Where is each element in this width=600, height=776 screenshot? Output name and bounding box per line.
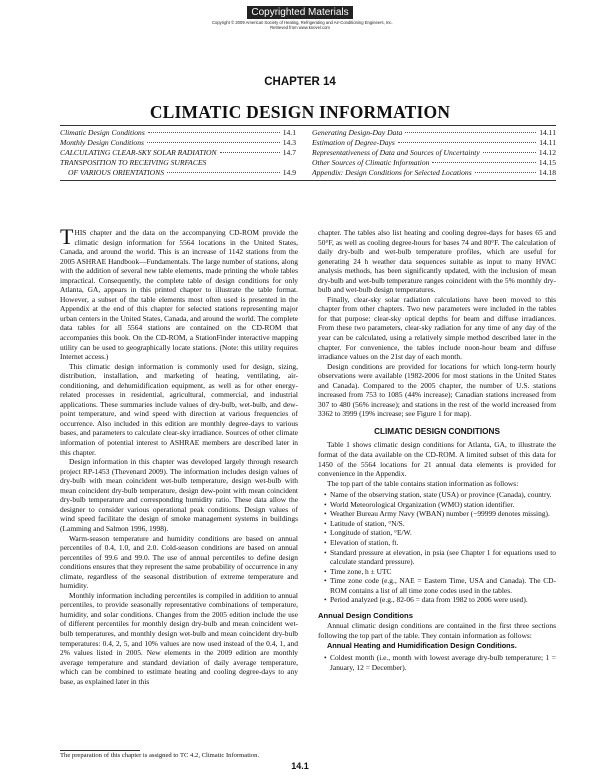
paragraph: THIS chapter and the data on the accompanying CD-ROM provide the climatic design information for 5564 locations in the United States, Canada, and around the world. This is an increase of 1142 stations from the 2005 ASHRAE Handbook—Fundamentals. The large number of stations, along with the addition of several new table elements, made printing the whole tables impractical. Consequently, the complete table of design conditions for only Atlanta, GA, appears in this printed chapter to illustrate the table format. However, a subset of the table elements most often used is presented in the Appendix at the end of this chapter for selected stations representing major urban centers in the United States, Canada, and around the world. The complete data tables for all 5564 stations are contained on the CD-ROM that accompanies this book. On the CD-ROM, a StationFinder interactive mapping utility can be used to geographically locate stations. (Note: this utility requires Internet access.) (60, 224, 298, 362)
paragraph: chapter. The tables also list heating and cooling degree-days for bases 65 and 50°F, as well as cooling degree-hours for bases 74 and 80°F. The calculation of daily dry-bulb and wet-bulb temperature profiles, which are useful for generating 24 h weather data sequences suitable as input to many HVAC analysis methods, has been significantly updated, with the inclusion of mean dry-bulb and wet-bulb temperature ranges coincident with the 5% monthly dry-bulb and wet-bulb design temperatures. (318, 228, 556, 295)
left-column (60, 224, 298, 686)
paragraph: The top part of the table contains station information as follows: (327, 478, 519, 488)
heating-conditions-list (318, 653, 556, 672)
toc-bottom-rule (60, 180, 556, 181)
paragraph: Finally, clear-sky solar radiation calculations have been moved to this chapter from other chapters. Two new parameters were included in the tables for that purpose: clear-sky optical depths for beam and diffuse irradiances. From these two parameters, clear-sky radiation for any time of any day of the year can be calculated, using a relatively simple method described later in the chapter. For convenience, the tables include noon-hour beam and diffuse irradiance values on the 21st day of each month. (318, 294, 556, 362)
station-info-list (318, 490, 556, 605)
list-item: • Standard pressure at elevation, in psia (see Chapter 1 for equations used to calculate standard pressure). (318, 548, 556, 567)
toc-left (60, 128, 296, 178)
toc-entry[interactable]: Representativeness of Data and Sources of Uncertainty 14.12 (312, 148, 556, 158)
drop-cap: T (60, 224, 74, 249)
toc-entry[interactable]: TRANSPOSITION TO RECEIVING SURFACES (60, 158, 207, 168)
toc-entry[interactable]: CALCULATING CLEAR-SKY SOLAR RADIATION 14.7 (60, 148, 296, 158)
page-number: 14.1 (291, 761, 309, 771)
watermark-line2: Retrieved from www.knovel.com (270, 25, 330, 30)
toc-entry[interactable]: Generating Design-Day Data 14.11 (312, 128, 556, 137)
list-item: • World Meteorological Organization (WMO) station identifier. (318, 500, 556, 510)
section-heading: CLIMATIC DESIGN CONDITIONS (374, 426, 500, 436)
list-item: • Elevation of station, ft. (318, 538, 556, 548)
paragraph: Design information in this chapter was developed largely through research project RP-1453 (Thevenard 2009). The information includes design values of dry-bulb with mean coincident wet-bulb temperature, design wet-bulb with mean coincident dry-bulb temperature, design dew-point with mean coincident dry-bulb temperature and corresponding humidity ratio. These data allow the designer to consider various operational peak conditions. Design values of wind speed facilitate the design of smoke management systems in buildings (Lamming and Salmon 1996, 1998). (60, 457, 298, 533)
toc-entry[interactable]: OF VARIOUS ORIENTATIONS 14.9 (68, 168, 296, 178)
toc-entry[interactable]: Estimation of Degree-Days 14.11 (312, 138, 556, 148)
list-item: • Coldest month (i.e., month with lowest average dry-bulb temperature; 1 = January, 12 = December). (318, 653, 556, 672)
toc-entry[interactable]: Appendix: Design Conditions for Selected Locations 14.18 (312, 168, 556, 178)
list-item: • Latitude of station, °N/S. (318, 519, 556, 529)
list-item: • Time zone code (e.g., NAE = Eastern Time, USA and Canada). The CD-ROM contains a list of all time zone codes used in the tables. (318, 576, 556, 595)
toc-entry[interactable]: Other Sources of Climatic Information 14.15 (312, 158, 556, 168)
watermark (212, 2, 393, 30)
subsection-heading: Annual Design Conditions (318, 610, 413, 620)
paragraph: Design conditions are provided for locations for which long-term hourly observations were available (1982-2006 for most stations in the United States and Canada). Compared to the 2005 chapter, the number of U.S. stations increased from 753 to 1085 (44% increase); Canadian stations increased from 307 to 480 (56% increase); and stations in the rest of the world increased from 3362 to 3999 (19% increase; see Figure 1 for map). (318, 361, 556, 419)
watermark-title: Copyrighted Materials (247, 6, 352, 19)
list-item: • Weather Bureau Army Navy (WBAN) number (−99999 denotes missing). (318, 509, 556, 519)
paragraph: Table 1 shows climatic design conditions for Atlanta, GA, to illustrate the format of the data available on the CD-ROM. A limited subset of this data for 1450 of the 5564 locations for 21 annual data elements is provided for convenience in the Appendix. (318, 440, 556, 479)
watermark-line1: Copyright © 2009 American Society of Heating, Refrigerating and Air-Conditioning Engineers, Inc. (212, 20, 393, 25)
list-item: • Time zone, h ± UTC (318, 567, 556, 577)
footnote: The preparation of this chapter is assigned to TC 4.2, Climatic Information. (60, 752, 260, 759)
list-item: • Period analyzed (e.g., 82-06 = data from 1982 to 2006 were used). (318, 595, 556, 605)
right-column (318, 228, 556, 674)
footnote-rule (60, 750, 140, 751)
paragraph: Monthly information including percentiles is compiled in addition to annual percentiles, to provide seasonally representative combinations of temperature, humidity, and solar conditions. Changes from the 2005 edition include the use of different percentiles for monthly design dry-bulb and mean coincident wet-bulb temperatures, and monthly design wet-bulb and mean coincident dry-bulb temperatures: 0.4, 2, 5, and 10% values are now used instead of the 0.4, 1, and 2% values listed in 2005. New elements in the 2009 edition are monthly average temperature and standard deviation of daily average temperature, which can be combined to estimate heating and cooling degree-days to any base, as explained later in this (60, 590, 298, 686)
toc-right (312, 128, 556, 178)
list-item: • Longitude of station, °E/W. (318, 528, 556, 538)
toc-top-rule (60, 125, 556, 126)
paragraph: Warm-season temperature and humidity conditions are based on annual percentiles of 0.4, 1.0, and 2.0. Cold-season conditions are based on annual percentiles of 99.6 and 99.0. The use of annual percentiles to define design conditions ensures that they represent the same probability of occurrence in any climate, regardless of the seasonal distribution of extreme temperature and humidity. (60, 533, 298, 591)
list-item: • Name of the observing station, state (USA) or province (Canada), country. (318, 490, 556, 500)
paragraph: Annual climatic design conditions are contained in the first three sections following the top part of the table. They contain information as follows: (318, 621, 556, 640)
toc-entry[interactable]: Monthly Design Conditions 14.3 (60, 138, 296, 148)
paragraph: This climatic design information is commonly used for design, sizing, distribution, installation, and marketing of heating, ventilating, air-conditioning, and dehumidification equipment, as well as for other energy-related processes in residential, agricultural, commercial, and industrial applications. These summaries include values of dry-bulb, wet-bulb, and dew-point temperature, and wind speed with direction at various frequencies of occurrence. Also included in this edition are monthly degree-days to various bases, and parameters to calculate clear-sky irradiance. Sources of other climate information of potential interest to ASHRAE members are described later in this chapter. (60, 361, 298, 457)
subsubsection-heading: Annual Heating and Humidification Design Conditions. (327, 641, 517, 651)
page-title: CLIMATIC DESIGN INFORMATION (149, 102, 451, 122)
chapter-label: CHAPTER 14 (264, 76, 336, 88)
toc-entry[interactable]: Climatic Design Conditions 14.1 (60, 128, 296, 137)
